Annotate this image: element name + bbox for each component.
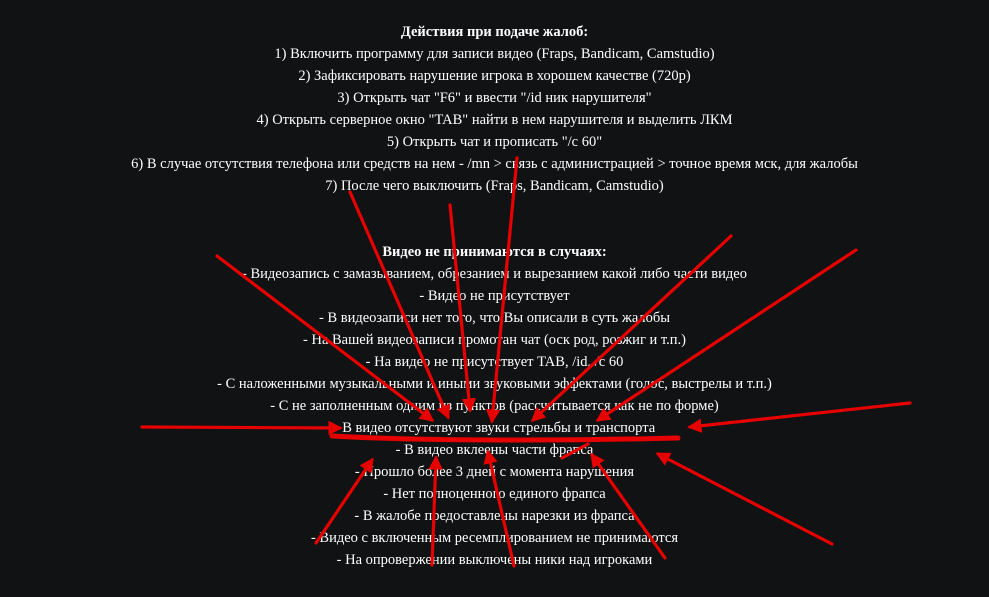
rejects-item: - В видеозаписи нет того, что Вы описали в суть жалобы — [318, 310, 671, 326]
rejects-item: - На видео не присутствует TAB, /id, /c 60 — [365, 354, 624, 370]
actions-item: 7) После чего выключить (Fraps, Bandicam, Camstudio) — [325, 178, 664, 194]
rejects-item: - В видео вклеены части фрапса — [395, 442, 594, 458]
actions-item: 3) Открыть чат "F6" и ввести "/id ник нарушителя" — [337, 90, 652, 106]
rejects-item: - Видео с включенным ресемплированием не принимаются — [310, 530, 679, 546]
rejects-item: - Видеозапись с замазыванием, обрезанием и вырезанием какой либо части видео — [242, 266, 747, 282]
rejects-item: - Видео не присутствует — [419, 288, 570, 304]
rejects-item-highlighted: - В видео отсутствуют звуки стрельбы и транспорта — [333, 420, 656, 436]
actions-section — [0, 21, 989, 197]
actions-item: 4) Открыть серверное окно "TAB" найти в нем нарушителя и выделить ЛКМ — [256, 112, 733, 128]
rejects-item: - Нет полноценного единого фрапса — [383, 486, 606, 502]
rejects-item: - На опровержении выключены ники над игроками — [336, 552, 653, 568]
actions-item: 5) Открыть чат и прописать "/c 60" — [386, 134, 603, 150]
rejects-item: - С наложенными музыкальными и иными звуковыми эффектами (голос, выстрелы и т.п.) — [217, 376, 772, 392]
actions-item: 6) В случае отсутствия телефона или средств на нем - /mn > связь с администрацией > точное время мск, для жалобы — [131, 156, 858, 172]
actions-item: 2) Зафиксировать нарушение игрока в хорошем качестве (720p) — [298, 68, 691, 84]
actions-heading: Действия при подаче жалоб: — [400, 24, 589, 40]
rejects-item: - На Вашей видеозаписи промотан чат (оск род, розжиг и т.п.) — [303, 332, 686, 348]
rejects-item: - В жалобе предоставлены нарезки из фрапса — [354, 508, 635, 524]
actions-item: 1) Включить программу для записи видео (Fraps, Bandicam, Camstudio) — [274, 46, 715, 62]
rejects-section — [0, 241, 989, 571]
rejects-item: - Прошло более 3 дней с момента нарушения — [354, 464, 635, 480]
rejects-heading: Видео не принимаются в случаях: — [382, 244, 607, 260]
rejects-item: - С не заполненным одним из пунктов (рассчитывается как не по форме) — [270, 398, 719, 414]
